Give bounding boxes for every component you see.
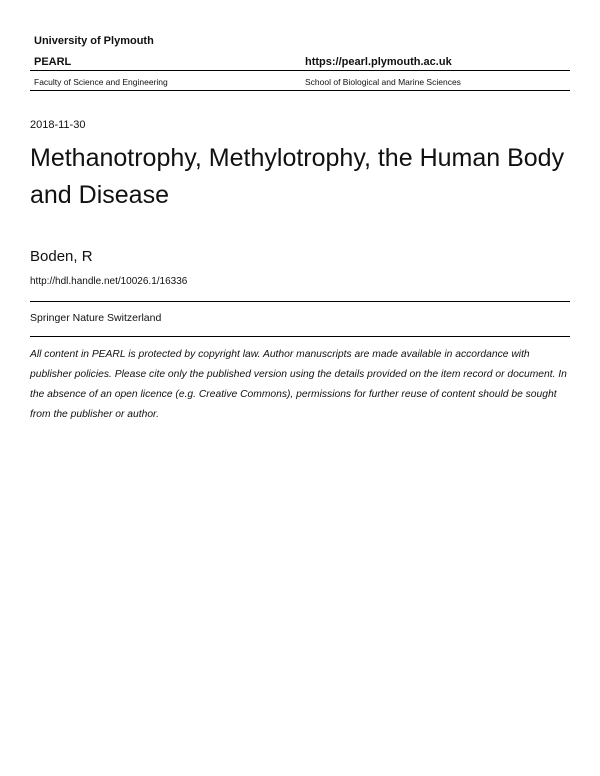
repository-name: PEARL xyxy=(34,56,72,68)
university-name: University of Plymouth xyxy=(34,35,154,47)
divider-after-publisher xyxy=(30,336,570,337)
school-name: School of Biological and Marine Sciences xyxy=(305,77,461,87)
divider-before-publisher xyxy=(30,301,570,302)
author-name: Boden, R xyxy=(30,248,93,265)
document-title: Methanotrophy, Methylotrophy, the Human Body and Disease xyxy=(30,144,565,209)
faculty-name: Faculty of Science and Engineering xyxy=(34,77,168,87)
header-divider-bottom xyxy=(30,90,570,91)
header-divider-top xyxy=(30,70,570,71)
handle-link[interactable]: http://hdl.handle.net/10026.1/16336 xyxy=(30,276,188,287)
copyright-notice: All content in PEARL is protected by copyright law. Author manuscripts are made available in accordance with publisher policies. Please cite only the published version using the details provided on the item record or document. In the absence of an open licence (e.g. Creative Commons), permissions for further reuse of content should be sought from the publisher or author. xyxy=(30,349,567,420)
publication-date: 2018-11-30 xyxy=(30,119,86,131)
repository-url[interactable]: https://pearl.plymouth.ac.uk xyxy=(305,56,452,68)
publisher-name: Springer Nature Switzerland xyxy=(30,312,162,324)
